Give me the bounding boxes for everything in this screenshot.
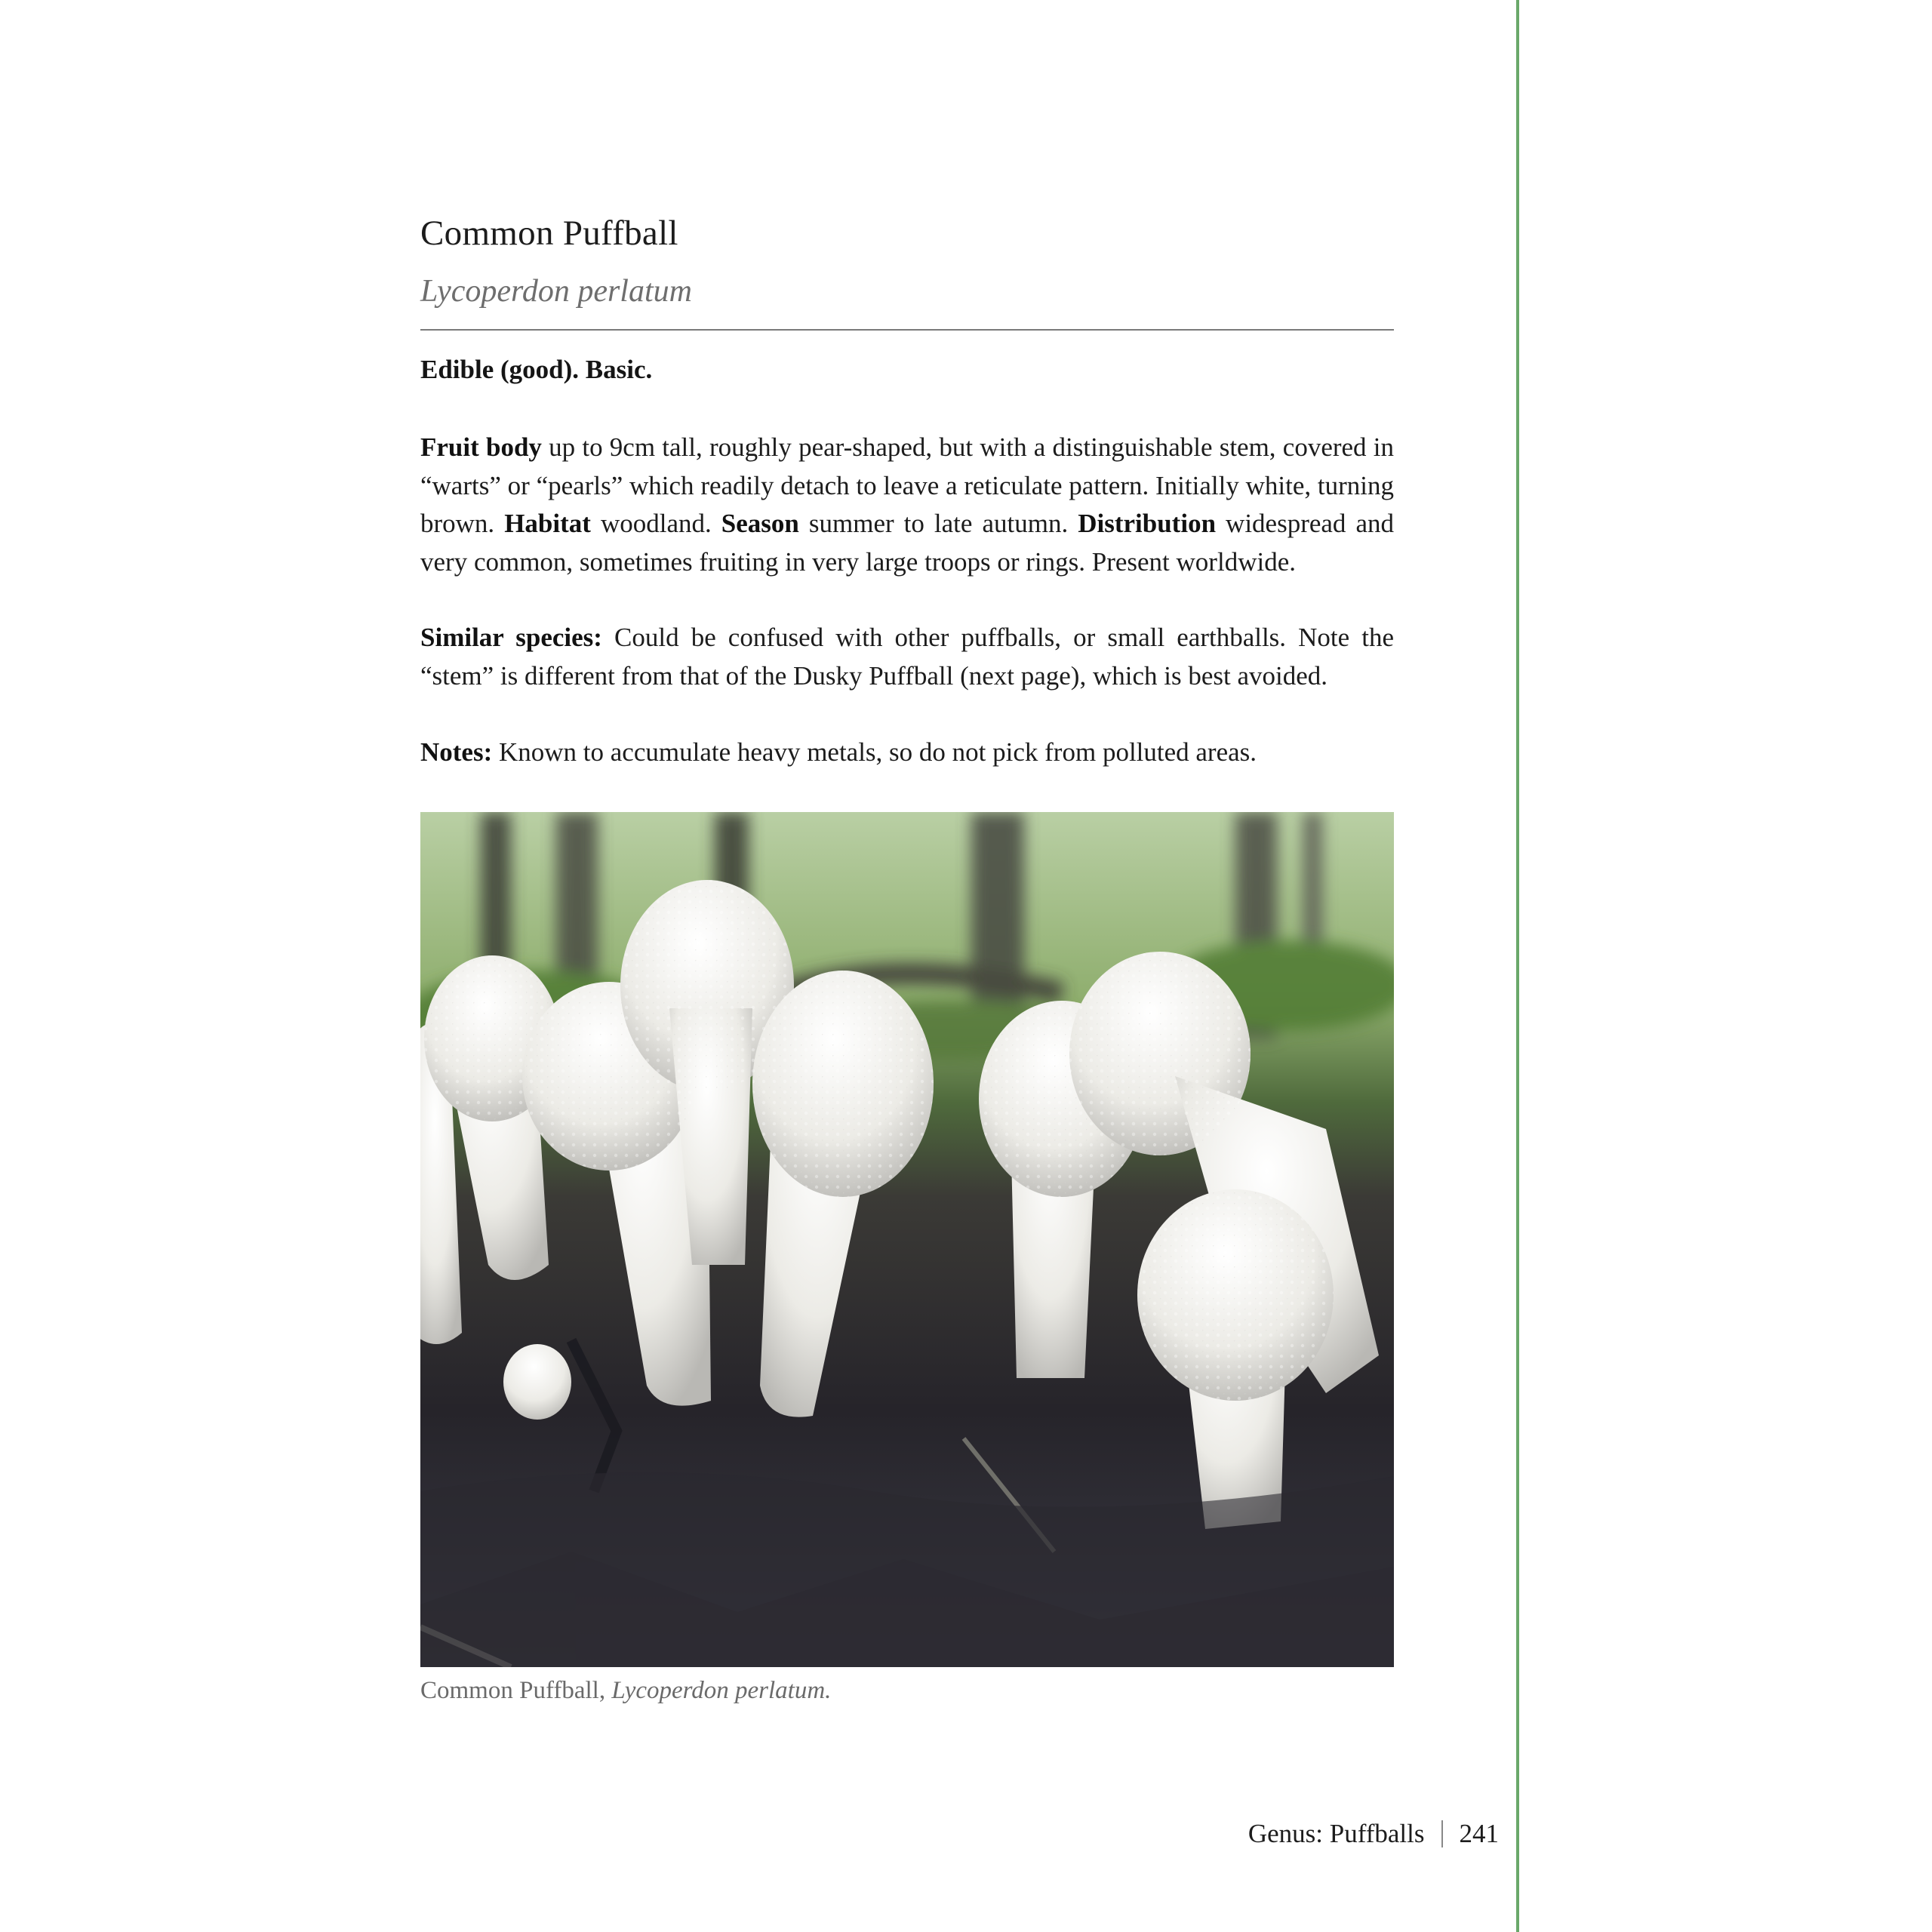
species-title: Common Puffball [420,214,678,253]
puffball-photo-illustration [420,812,1394,1667]
distribution-text: widespread and very common, sometimes fruiting in very large troops or rings. Present worldwide. [420,509,1394,577]
species-latin-name: Lycoperdon perlatum [420,274,692,309]
page-footer [1248,1819,1499,1849]
fruit-body-label: Fruit body [420,432,542,462]
notes-text: Known to accumulate heavy metals, so do not pick from polluted areas. [492,737,1257,767]
caption-latin-name: Lycoperdon perlatum. [611,1677,832,1704]
title-divider [420,329,1394,331]
notes-paragraph [420,734,1394,772]
similar-species-paragraph [420,619,1394,695]
photo-caption [420,1677,831,1705]
description-paragraph [420,429,1394,581]
similar-species-label: Similar species: [420,623,602,652]
species-photo [420,812,1394,1667]
fruit-body-text: up to 9cm tall, roughly pear-shaped, but with a distinguishable stem, covered in “warts” or “pearls” which readily detach to leave a reticulate pattern. Initially white, turning brown. [420,432,1394,538]
distribution-label: Distribution [1078,509,1217,538]
edibility-rating: Edible (good). Basic. [420,355,653,384]
season-text: summer to late autumn. [798,509,1078,538]
notes-label: Notes: [420,737,493,767]
similar-species-text: Could be confused with other puffballs, or small earthballs. Note the “stem” is different from that of the Dusky Puffball (next page), which is best avoided. [420,623,1394,691]
page-edge-rule [1516,0,1519,1932]
page-number: 241 [1459,1819,1499,1848]
season-label: Season [721,509,799,538]
habitat-label: Habitat [504,509,591,538]
footer-separator [1441,1820,1443,1847]
habitat-text: woodland. [590,509,721,538]
caption-common-name: Common Puffball, [420,1677,612,1704]
running-section-title: Genus: Puffballs [1247,1819,1425,1848]
